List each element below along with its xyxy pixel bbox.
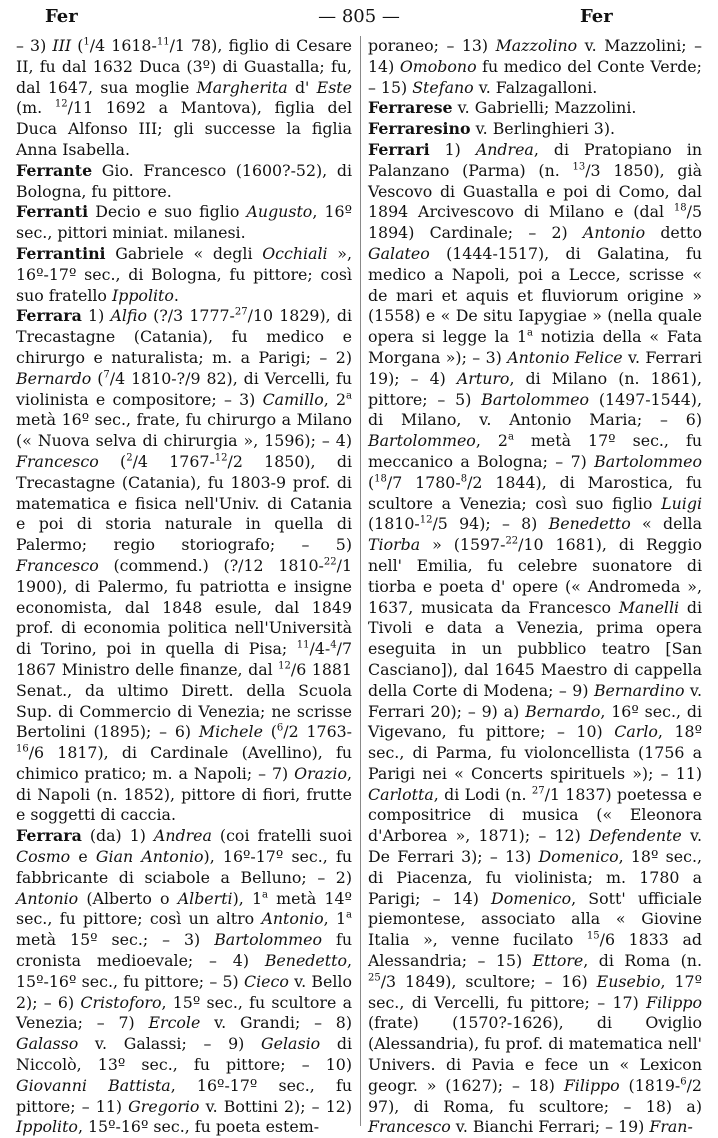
entry-name: Filippo: [563, 1075, 620, 1095]
entry-text: 12: [54, 99, 68, 111]
entry-text: detto: [645, 223, 702, 243]
entry-text: 6: [680, 1076, 687, 1088]
entry-text: 13: [572, 161, 586, 173]
entry-text: /10 1829), di Trecastagne (Catania), fu medico e chirurgo e naturalista; m. a Parigi; – 2): [16, 306, 352, 367]
entry-text: , 18º sec., di Piacenza, fu violinista; m. 1780 a Parigi; – 14): [368, 847, 702, 908]
entry-text: /3 1850), già Vescovo di Guastalla e poi di Como, dal 1894 Arcivescovo di Milano e (dal: [368, 160, 702, 222]
entry-name: Carlotta: [368, 784, 434, 804]
entry-text: e: [70, 847, 96, 867]
entry-text: /1 78), figlio di Cesare II, fu dal 1632 Duca (3º) di Guastalla; fu, dal 1647, sua moglie: [16, 36, 353, 97]
entry-name: Bartolommeo: [368, 431, 476, 451]
entry-name: Benedetto: [264, 951, 347, 971]
page-number: — 805 —: [318, 6, 400, 27]
entry-text: /2 1763-: [283, 722, 353, 742]
entry-text: , 17º sec., di Vercelli, fu pittore; – 17): [368, 971, 702, 1012]
entry-text: /4 1767-: [132, 451, 215, 471]
entry-text: v. De Ferrari 3); – 13): [368, 826, 703, 867]
entry-name: Bernardo: [525, 701, 601, 721]
entry-text: v. Bottini 2); – 12): [199, 1096, 352, 1116]
entry-text: 1: [83, 36, 90, 48]
entry-text: /4-: [309, 639, 331, 659]
entry-name: Mazzolino: [495, 36, 578, 55]
entry-name: Cieco: [243, 971, 289, 991]
entry-text: /2 97), di Roma, fu scultore; – 18) a): [368, 1075, 702, 1116]
entry-text: metà 14º sec., fu pittore; così un altro: [16, 888, 352, 929]
entry-text: ), 16º-17º sec., fu fabbricante di sciabole a Belluno; – 2): [16, 847, 352, 887]
entry-text: 18: [374, 473, 387, 485]
entry-name: Bernardino: [593, 680, 685, 700]
entry-name: Bartolommeo: [481, 389, 590, 409]
entry-text: (1810-: [368, 514, 420, 534]
entry-text: 27: [234, 307, 248, 319]
dictionary-entry: [16, 161, 352, 203]
entry-headword: Ferrari: [368, 139, 430, 159]
entry-name: Orazio: [294, 763, 347, 783]
entry-text: fu medico del Conte Verde; – 15): [368, 56, 702, 97]
entry-text: 25: [368, 972, 381, 984]
entry-text: , 1: [323, 909, 347, 929]
dictionary-entry: [368, 98, 702, 119]
entry-text: notizia della « Fata Morgana »); – 3): [368, 327, 702, 367]
entry-name: Francesco: [368, 1117, 451, 1137]
entry-headword: Ferrara: [16, 826, 82, 846]
entry-name: Camillo: [262, 389, 324, 409]
entry-text: v. Galassi; – 9): [78, 1034, 262, 1054]
entry-name: Antonio: [582, 223, 646, 243]
entry-text: (: [262, 722, 277, 742]
dictionary-entry: [16, 36, 352, 161]
entry-text: a: [262, 889, 268, 901]
entry-name: Arturo: [456, 368, 510, 388]
entry-text: v. Ferrari 20); – 9) a): [368, 680, 703, 721]
entry-name: Margherita: [196, 77, 288, 97]
entry-text: (: [368, 472, 375, 492]
entry-text: 11: [296, 639, 310, 651]
entry-text: , di Pratopiano in Palanzano (Parma) (n.: [368, 139, 702, 180]
entry-text: /10 1681), di Reggio nell' Emilia, fu celebre suonatore di tiorba e poeta d' opere (« Andromeda », 1637, musicata da Francesco: [368, 535, 702, 617]
entry-headword: Ferranti: [16, 202, 89, 222]
entry-name: Michele: [198, 722, 263, 742]
entry-text: v. Grandi; – 8): [200, 1013, 352, 1033]
entry-text: , di Milano (n. 1861), pittore; – 5): [368, 368, 702, 409]
entry-name: Fran-: [649, 1117, 693, 1137]
entry-name: Ercole: [148, 1013, 201, 1033]
entry-text: a: [507, 431, 514, 443]
entry-name: Francesco: [16, 555, 99, 575]
entry-headword: Ferraresino: [368, 119, 471, 139]
entry-text: , 18º sec., di Parma, fu violoncellista (1756 a Parigi nei « Concerts spirituels »); – 11): [368, 722, 702, 783]
entry-text: fu cronista medioevale; – 4): [16, 930, 352, 971]
entry-name: Alberti: [177, 888, 233, 908]
entry-text: 2: [126, 452, 133, 464]
entry-text: v. Mazzolini; – 14): [368, 36, 702, 76]
entry-name: Este: [316, 77, 352, 97]
entry-text: 12: [214, 452, 228, 464]
entry-name: Antonio: [261, 909, 324, 929]
entry-text: (: [91, 368, 104, 388]
entry-text: a: [346, 910, 352, 922]
left-column: [16, 36, 353, 1137]
entry-text: 16: [16, 743, 29, 755]
entry-name: Carlo: [614, 722, 658, 742]
header-right-keyword: Fer: [580, 6, 613, 27]
entry-name: Domenico: [538, 847, 619, 867]
entry-name: Ippolito: [111, 285, 174, 305]
entry-text: /3 1849), scultore; – 16): [380, 971, 597, 991]
entry-text: (Alberto o: [78, 888, 178, 908]
entry-text: (1444-1517), di Galatina, fu medico a Napoli, poi a Lecce, scrisse « de mari et aquis et fluviorum origine » (1558) e « De situ Iapygiae » (nella quale opera si legge la 1: [368, 243, 702, 347]
dictionary-entry: [16, 244, 352, 306]
entry-name: Manelli: [618, 597, 680, 617]
entry-text: v. Gabrielli; Mazzolini.: [452, 98, 637, 118]
entry-text: » (1597-: [420, 535, 506, 555]
entry-name: Galateo: [368, 243, 430, 263]
entry-text: , di Roma (n.: [583, 951, 702, 971]
entry-text: metà 17º sec., fu meccanico a Bologna; – 7): [368, 431, 703, 471]
entry-headword: Ferrara: [16, 306, 82, 326]
entry-text: , di Napoli (n. 1852), pittore di fiori, frutte e soggetti di caccia.: [16, 763, 352, 825]
entry-name: Andrea: [475, 139, 534, 159]
entry-text: , 2: [323, 389, 347, 409]
entry-text: metà 16º sec., frate, fu chirurgo a Milano (« Nuova selva di chirurgia », 1596); – 4): [16, 410, 352, 451]
entry-text: /11 1692 a Mantova), figlia del Duca Alfonso III; gli successe la figlia Anna Isabella.: [16, 98, 352, 159]
entry-name: Gelasio: [261, 1034, 321, 1054]
entry-text: /2 1850), di Trecastagne (Catania), fu 1803-9 prof. di matematica e fisica nell'Univ. di Catania e poi di storia naturale in quella di Palermo; regio storiografo; – 5): [16, 451, 353, 555]
entry-text: a: [527, 327, 533, 339]
entry-name: Andrea: [153, 826, 212, 846]
entry-text: , 16º sec., pittori miniat. milanesi.: [16, 202, 352, 243]
entry-text: 1): [81, 306, 111, 326]
entry-name: Omobono: [399, 56, 477, 76]
entry-text: (1819-: [619, 1075, 681, 1095]
entry-name: Filippo: [646, 992, 702, 1012]
entry-text: 1): [429, 139, 476, 159]
column-divider: [360, 36, 361, 1126]
entry-text: , 15º-16º sec., fu pittore; – 5): [16, 951, 352, 991]
entry-name: Gregorio: [128, 1096, 200, 1116]
entry-text: 12: [419, 515, 433, 527]
entry-text: /5 1894) Cardinale; – 2): [368, 202, 702, 243]
entry-text: /2 1844), di Marostica, fu scultore a Venezia; così suo figlio: [368, 472, 702, 513]
entry-text: /4 1618-: [89, 36, 157, 55]
entry-text: , 16º sec., di Vigevano, fu pittore; – 10): [368, 701, 702, 742]
entry-name: Antonio: [16, 888, 79, 908]
entry-name: Bartolommeo: [594, 451, 702, 471]
entry-text: , 2: [475, 431, 508, 451]
entry-text: , di Lodi (n.: [433, 784, 532, 804]
entry-text: (: [98, 451, 127, 471]
right-column: [368, 36, 703, 1137]
entry-name: Gian Antonio: [95, 847, 204, 867]
entry-name: Cristoforo: [80, 992, 162, 1012]
entry-text: a: [346, 390, 352, 402]
entry-headword: Ferrantini: [16, 243, 106, 263]
entry-headword: Ferrarese: [368, 98, 453, 118]
entry-text: 15: [586, 931, 600, 942]
entry-text: .: [173, 285, 179, 305]
entry-text: 12: [278, 660, 291, 672]
entry-text: (?/3 1777-: [146, 306, 235, 326]
entry-text: 11: [156, 36, 170, 48]
entry-text: 8: [460, 473, 468, 485]
entry-name: III: [52, 36, 72, 55]
entry-text: v. Bianchi Ferrari; – 19): [450, 1117, 650, 1137]
entry-name: Luigi: [661, 493, 702, 513]
entry-name: Tiorba: [368, 535, 421, 555]
entry-text: », 16º-17º sec., di Bologna, fu pittore; così suo fratello: [16, 243, 352, 305]
entry-headword: Ferrante: [16, 160, 93, 180]
entry-name: Ippolito: [16, 1117, 78, 1137]
entry-name: Benedetto: [548, 514, 631, 534]
entry-text: v. Berlinghieri 3).: [470, 119, 616, 139]
entry-text: v. Falzagalloni.: [473, 77, 598, 97]
entry-text: /6 1833 ad Alessandria; – 15): [368, 930, 702, 971]
entry-text: 18: [673, 203, 687, 215]
entry-text: 22: [323, 556, 337, 568]
entry-text: metà 15º sec.; – 3): [16, 930, 215, 950]
entry-name: Augusto: [246, 202, 313, 222]
entry-text: , 15º sec., fu scultore a Venezia; – 7): [16, 992, 352, 1033]
header-left-keyword: Fer: [45, 6, 78, 27]
entry-name: Defendente: [589, 826, 682, 846]
entry-text: /7 1780-: [386, 472, 461, 492]
entry-name: Eusebio: [596, 971, 661, 991]
entry-text: v. Bello 2); – 6): [16, 971, 352, 1012]
entry-text: , 15º-16º sec., fu poeta estem-: [77, 1117, 320, 1137]
entry-name: Antonio Felice: [507, 347, 623, 367]
entry-text: « della: [630, 514, 702, 534]
entry-text: (commend.) (?/12 1810-: [98, 555, 324, 575]
entry-text: (1497-1544), di Milano, v. Antonio Maria; – 6): [368, 389, 702, 430]
entry-text: (: [71, 36, 84, 55]
entry-text: /6 1881 Senat., da ultimo Dirett. della Scuola Sup. di Commercio di Venezia; ne scrisse Bertolini (1895); – 6): [16, 659, 352, 742]
entry-text: /6 1817), di Cardinale (Avellino), fu chimico pratico; m. a Napoli; – 7): [16, 743, 352, 783]
dictionary-entry: [16, 826, 352, 1138]
dictionary-entry: [368, 119, 702, 140]
entry-text: (frate) (1570?-1626), di Oviglio (Alessandria), fu prof. di matematica nell' Univers. di Pavia e fece un « Lexicon geogr. » (1627); – 18): [368, 1013, 702, 1095]
entry-text: – 3): [16, 36, 53, 55]
entry-text: ), 1: [232, 888, 263, 908]
entry-text: , Sott' ufficiale piemontese, associato alla « Giovine Italia », venne fucilato: [368, 888, 702, 950]
entry-text: /4 1810-?/9 82), di Vercelli, fu violinista e compositore; – 3): [16, 368, 353, 409]
entry-text: 22: [505, 535, 519, 547]
entry-name: Bernardo: [16, 368, 92, 388]
dictionary-entry: [368, 140, 702, 1138]
entry-text: /5 94); – 8): [432, 514, 549, 534]
entry-text: 4: [330, 639, 337, 651]
dictionary-entry: [368, 36, 702, 98]
entry-text: Gio. Francesco (1600?-52), di Bologna, fu pittore.: [16, 160, 352, 201]
entry-text: v. Ferrari 19); – 4): [368, 347, 702, 388]
entry-text: 27: [531, 785, 545, 797]
entry-name: Giovanni Battista: [16, 1075, 171, 1095]
entry-text: (coi fratelli suoi: [211, 826, 352, 846]
page-header: [0, 0, 718, 34]
entry-name: Occhiali: [262, 243, 328, 263]
entry-text: , 16º-17º sec., fu pittore; – 11): [16, 1075, 352, 1116]
entry-name: Galasso: [16, 1034, 79, 1054]
entry-text: Decio e suo figlio: [88, 202, 247, 222]
entry-text: /1 1900), di Palermo, fu patriotta e insigne economista, dal 1848 esule, dal 1849 prof. di economia politica nell'Università di Torino, poi in quella di Pisa;: [16, 555, 352, 659]
entry-text: (m.: [16, 98, 55, 118]
entry-text: /7 1867 Ministro delle finanze, dal: [16, 639, 352, 679]
entry-name: Alfio: [110, 306, 147, 326]
entry-name: Stefano: [412, 77, 474, 97]
dictionary-entry: [16, 202, 352, 244]
entry-text: (da) 1): [81, 826, 154, 846]
entry-text: Gabriele « degli: [105, 243, 263, 263]
entry-text: di Tivoli e data a Venezia, prima opera eseguita in un pubblico teatro [San Casciano]), dal 1645 Maestro di cappella della Corte di Modena; – 9): [368, 597, 702, 700]
entry-name: Cosmo: [16, 847, 71, 867]
dictionary-entry: [16, 306, 352, 826]
entry-name: Ettore: [532, 951, 584, 971]
entry-name: Domenico: [491, 888, 572, 908]
entry-text: d': [287, 77, 317, 97]
entry-name: Francesco: [16, 451, 99, 471]
entry-name: Bartolommeo: [214, 930, 323, 950]
entry-text: /1 1837) poetessa e compositrice di musica (« Eleonora d'Arborea », 1871); – 12): [368, 784, 703, 846]
entry-text: 6: [276, 723, 284, 735]
entry-text: 7: [103, 369, 110, 381]
entry-text: poraneo; – 13): [368, 36, 496, 55]
entry-text: di Niccolò, 13º sec., fu pittore; – 10): [16, 1034, 353, 1075]
